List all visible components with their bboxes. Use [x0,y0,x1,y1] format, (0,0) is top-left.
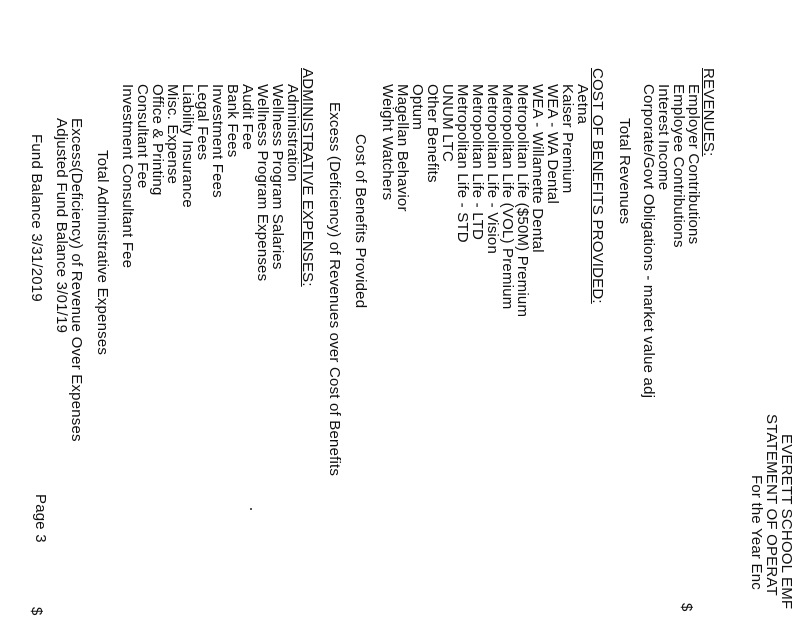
benefit-line: Aetna [574,84,591,125]
total-admin-label: Total Administrative Expenses [94,150,111,356]
currency-symbol: $ [28,607,45,616]
admin-line: Misc. Expense [164,84,181,185]
benefit-line: WEA - Willamette Dental [529,84,546,253]
benefit-line: Optum [409,84,426,131]
admin-line: Administration [284,84,301,182]
benefit-line: UNUM LTC [439,84,456,162]
admin-heading: ADMINISTRATIVE EXPENSES: [299,68,316,287]
admin-line: Office & Printing [149,84,166,196]
admin-line: Consultant Fee [134,84,151,189]
revenue-line: Employer Contributions [685,84,702,245]
benefits-heading: COST OF BENEFITS PROVIDED: [589,68,606,304]
fund-balance-label: Fund Balance 3/31/2019 [28,134,45,302]
revenue-line: Corporate/Govt Obligations - market value adj [640,84,657,399]
admin-line: Bank Fees [224,84,241,158]
admin-line: Wellness Program Salaries [269,84,286,270]
speck [250,508,252,510]
period-subtitle: For the Year Enc [748,475,765,590]
revenues-heading: REVENUES: [700,68,717,157]
excess-over-expenses-label: Excess(Deficiency) of Revenue Over Expenses [68,118,85,442]
benefit-line: Metropolitan Life - STD [454,84,471,243]
cost-of-benefits-label: Cost of Benefits Provided [352,134,369,309]
benefit-line: Kaiser Premium [559,84,576,194]
total-revenues-label: Total Revenues [616,118,633,225]
excess-over-benefits-label: Excess (Deficiency) of Revenues over Cost of Benefits [326,102,343,477]
benefit-line: Magellan Behavior [394,84,411,212]
currency-symbol: $ [678,603,695,612]
benefit-line: Metropolitan Life ($50M) Premium [514,84,531,318]
admin-line: Investment Consultant Fee [119,84,136,269]
benefit-line: Metropolitan Life - Vision [484,84,501,255]
admin-line: Liability Insurance [179,84,196,208]
org-title: EVERETT SCHOOL EMF [778,434,795,610]
benefit-line: Other Benefits [424,84,441,183]
admin-line: Investment Fees [209,84,226,198]
revenue-line: Interest Income [655,84,672,191]
admin-line: Audit Fee [239,84,256,151]
benefit-line: Weight Watchers [379,84,396,201]
benefit-line: Metropolitan Life - LTD [469,84,486,241]
benefit-line: Metropolitan Life (VOL) Premium [499,84,516,310]
adjusted-fund-balance-label: Adjusted Fund Balance 3/01/19 [53,118,70,334]
admin-line: Legal Fees [194,84,211,161]
page-number: Page 3 [32,494,49,543]
admin-line: Wellness Program Expenses [254,84,271,282]
revenue-line: Employee Contributions [670,84,687,248]
statement-title: STATEMENT OF OPERAT [763,414,780,596]
benefit-line: WEA - WA Dental [544,84,561,204]
